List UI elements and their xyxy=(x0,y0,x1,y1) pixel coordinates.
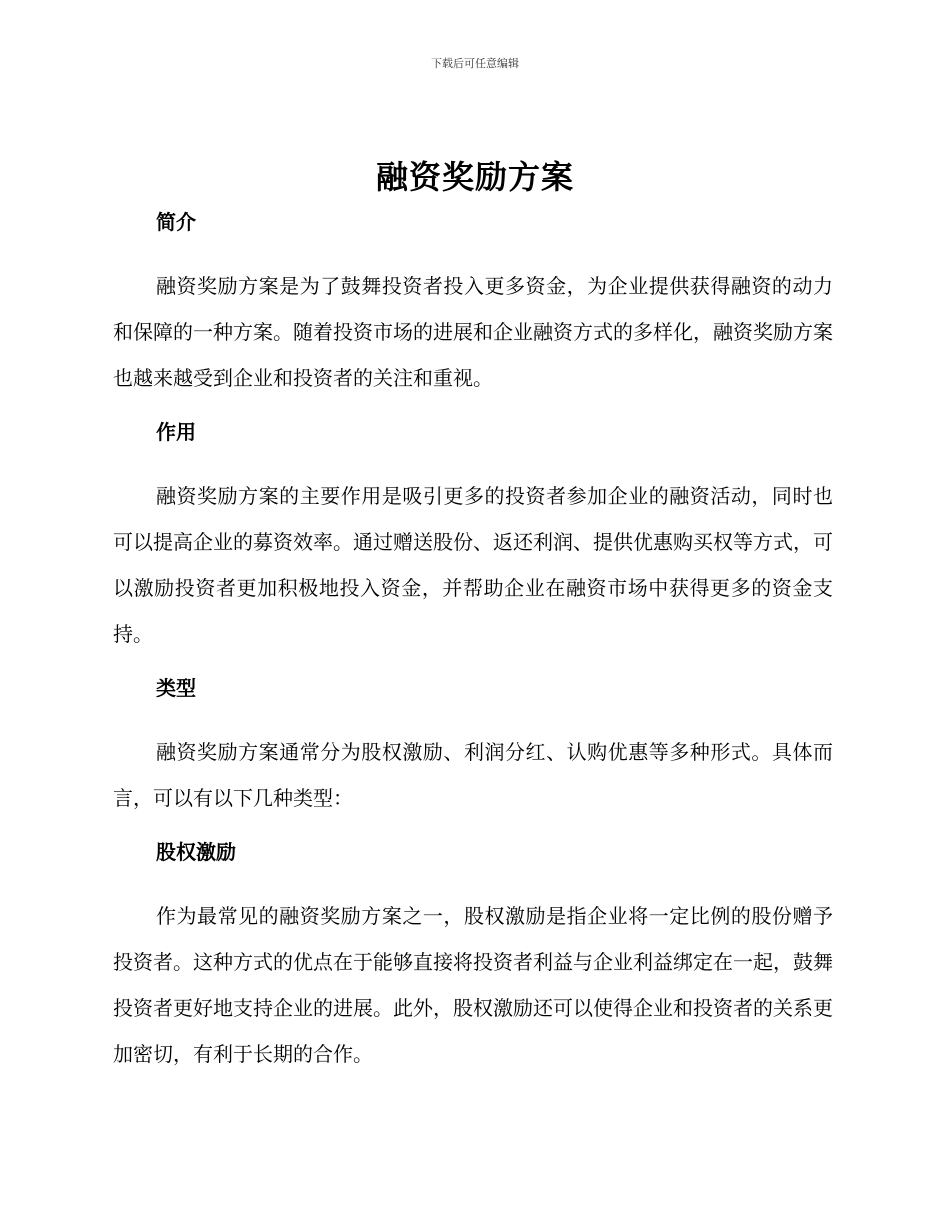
section-paragraph: 融资奖励方案是为了鼓舞投资者投入更多资金，为企业提供获得融资的动力和保障的一种方案。随着投资市场的进展和企业融资方式的多样化，融资奖励方案也越来越受到企业和投资者的关注和重视。 xyxy=(113,274,833,390)
section-equity-incentive xyxy=(113,835,833,1077)
section-intro xyxy=(113,205,833,415)
section-heading: 简介 xyxy=(156,210,196,234)
section-types xyxy=(113,671,833,835)
section-heading: 作用 xyxy=(156,420,196,444)
section-paragraph: 融资奖励方案通常分为股权激励、利润分红、认购优惠等多种形式。具体而言，可以有以下几种类型： xyxy=(113,740,833,810)
section-purpose xyxy=(113,415,833,671)
document-title: 融资奖励方案 xyxy=(375,158,574,196)
section-heading: 股权激励 xyxy=(156,840,236,864)
section-paragraph: 融资奖励方案的主要作用是吸引更多的投资者参加企业的融资活动，同时也可以提高企业的募资效率。通过赠送股份、返还利润、提供优惠购买权等方式，可以激励投资者更加积极地投入资金，并帮助企业在融资市场中获得更多的资金支持。 xyxy=(113,484,833,646)
page-header-note: 下载后可任意编辑 xyxy=(431,57,519,70)
document-body xyxy=(113,205,833,1077)
section-heading: 类型 xyxy=(156,676,196,700)
section-paragraph: 作为最常见的融资奖励方案之一，股权激励是指企业将一定比例的股份赠予投资者。这种方式的优点在于能够直接将投资者利益与企业利益绑定在一起，鼓舞投资者更好地支持企业的进展。此外，股权激励还可以使得企业和投资者的关系更加密切，有利于长期的合作。 xyxy=(113,904,833,1066)
